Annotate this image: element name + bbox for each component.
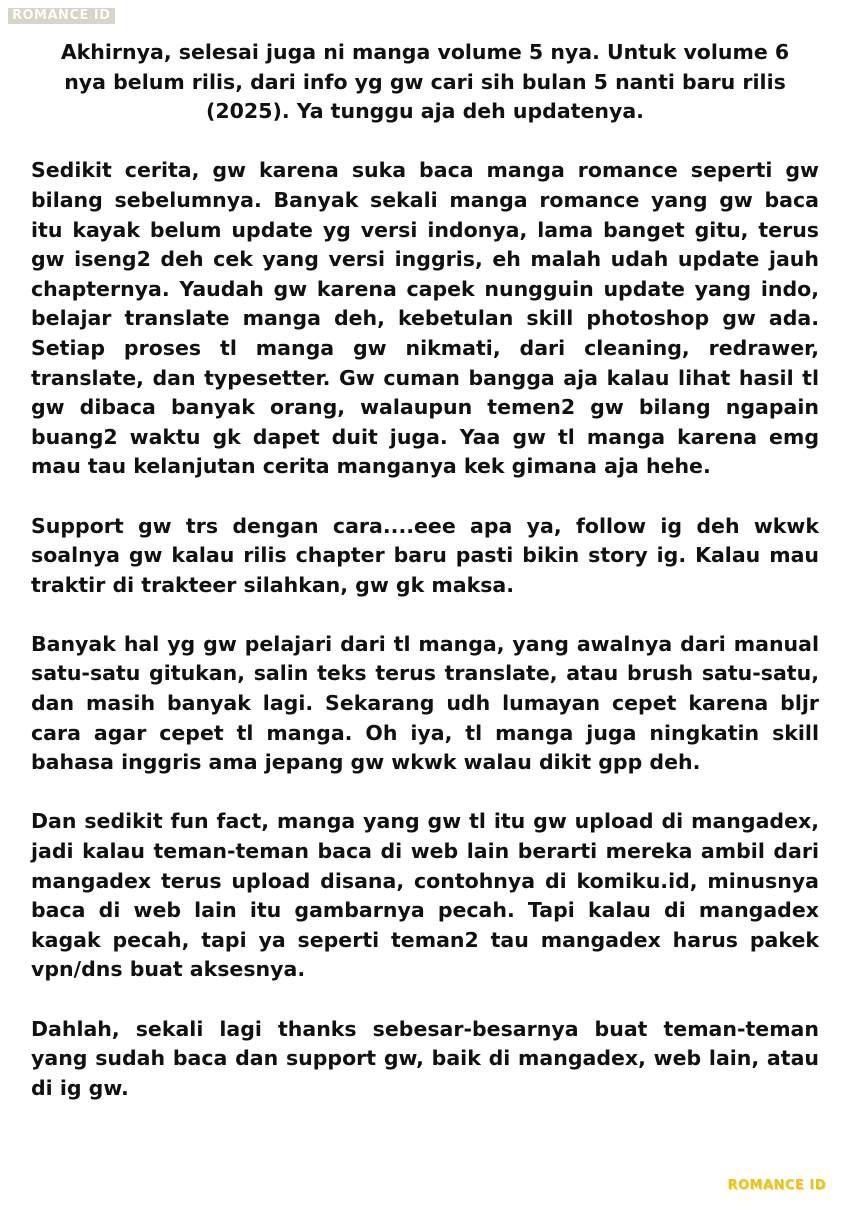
learning-paragraph: Banyak hal yg gw pelajari dari tl manga, yang awalnya dari manual satu-satu gitukan, salin teks terus translate, atau brush satu-satu, dan masih banyak lagi. Sekarang udh lumayan cepet karena bljr cara agar cepet tl manga. Oh iya, tl manga juga ningkatin skill bahasa inggris ama jepang gw wkwk walau dikit gpp deh. [31,631,819,775]
watermark-bottom: ROMANCE ID [727,1178,826,1193]
thanks-paragraph: Dahlah, sekali lagi thanks sebesar-besarnya buat teman-teman yang sudah baca dan support gw, baik di mangadex, web lain, atau di ig gw. [31,1016,819,1100]
fun-fact-paragraph: Dan sedikit fun fact, manga yang gw tl itu gw upload di mangadex, jadi kalau teman-teman baca di web lain berarti mereka ambil dari mangadex terus upload disana, contohnya di komiku.id, minusnya baca di web lain itu gambarnya pecah. Tapi kalau di mangadex kagak pecah, tapi ya seperti teman2 tau mangadex harus pakek vpn/dns buat aksesnya. [31,809,819,982]
support-paragraph: Support gw trs dengan cara....eee apa ya, follow ig deh wkwk soalnya gw kalau rilis chapter baru pasti bikin story ig. Kalau mau traktir di trakteer silahkan, gw gk maksa. [31,513,819,597]
story-paragraph: Sedikit cerita, gw karena suka baca manga romance seperti gw bilang sebelumnya. Banyak sekali manga romance yang gw baca itu kayak belum update yg versi indonya, lama banget gitu, terus gw iseng2 deh cek yang versi inggris, eh malah udah update jauh chapternya. Yaudah gw karena capek nungguin update yang indo, belajar translate manga deh, kebetulan skill photoshop gw ada. Setiap proses tl manga gw nikmati, dari cleaning, redrawer, translate, dan typesetter. Gw cuman bangga aja kalau lihat hasil tl gw dibaca banyak orang, walaupun temen2 gw bilang ngapain buang2 waktu gk dapet duit juga. Yaa gw tl manga karena emg mau tau kelanjutan cerita manganya kek gimana aja hehe. [31,158,819,479]
intro-paragraph: Akhirnya, selesai juga ni manga volume 5 nya. Untuk volume 6 nya belum rilis, dari info yg gw cari sih bulan 5 nanti baru rilis (2025). Ya tunggu aja deh updatenya. [60,40,790,124]
content [31,38,819,1133]
watermark-top: ROMANCE ID [8,8,115,24]
